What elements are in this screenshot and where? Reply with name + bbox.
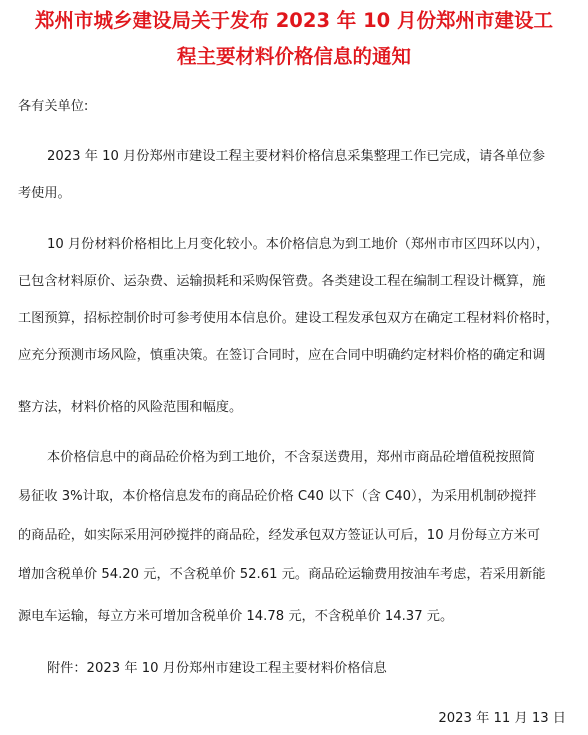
issue-date: 2023 年 11 月 13 日 bbox=[438, 711, 566, 726]
attachment-note: 附件：2023 年 10 月份郑州市建设工程主要材料价格信息 bbox=[47, 661, 387, 676]
paragraph-1-line: 2023 年 10 月份郑州市建设工程主要材料价格信息采集整理工作已完成，请各单位参 bbox=[47, 149, 546, 164]
paragraph-3-line: 本价格信息中的商品砼价格为到工地价，不含泵送费用，郑州市商品砼增值税按照简 bbox=[47, 450, 535, 465]
salutation: 各有关单位: bbox=[18, 99, 89, 114]
paragraph-3-line: 增加含税单价 54.20 元，不含税单价 52.61 元。商品砼运输费用按油车考虑，若采用新能 bbox=[18, 567, 546, 582]
paragraph-2-line: 已包含材料原价、运杂费、运输损耗和采购保管费。各类建设工程在编制工程设计概算，施 bbox=[18, 274, 546, 289]
document-title-line-2: 程主要材料价格信息的通知 bbox=[176, 45, 411, 68]
paragraph-2-line: 应充分预测市场风险，慎重决策。在签订合同时，应在合同中明确约定材料价格的确定和调 bbox=[18, 348, 546, 363]
paragraph-2-line: 整方法，材料价格的风险范围和幅度。 bbox=[18, 400, 243, 415]
paragraph-3-line: 的商品砼，如实际采用河砂搅拌的商品砼，经发承包双方签证认可后，10 月份每立方米可 bbox=[18, 528, 541, 543]
paragraph-3-line: 源电车运输，每立方米可增加含税单价 14.78 元，不含税单价 14.37 元。 bbox=[18, 609, 454, 624]
paragraph-3-line: 易征收 3%计取，本价格信息发布的商品砼价格 C40 以下（含 C40），为采用机制砂搅拌 bbox=[18, 489, 537, 504]
paragraph-2-line: 工图预算，招标控制价时可参考使用本信息价。建设工程发承包双方在确定工程材料价格时， bbox=[18, 311, 559, 326]
document-title-line-1: 郑州市城乡建设局关于发布 2023 年 10 月份郑州市建设工 bbox=[34, 9, 554, 32]
paragraph-1-line: 考使用。 bbox=[18, 186, 71, 201]
paragraph-2-line: 10 月份材料价格相比上月变化较小。本价格信息为到工地价（郑州市市区四环以内）， bbox=[47, 237, 550, 252]
